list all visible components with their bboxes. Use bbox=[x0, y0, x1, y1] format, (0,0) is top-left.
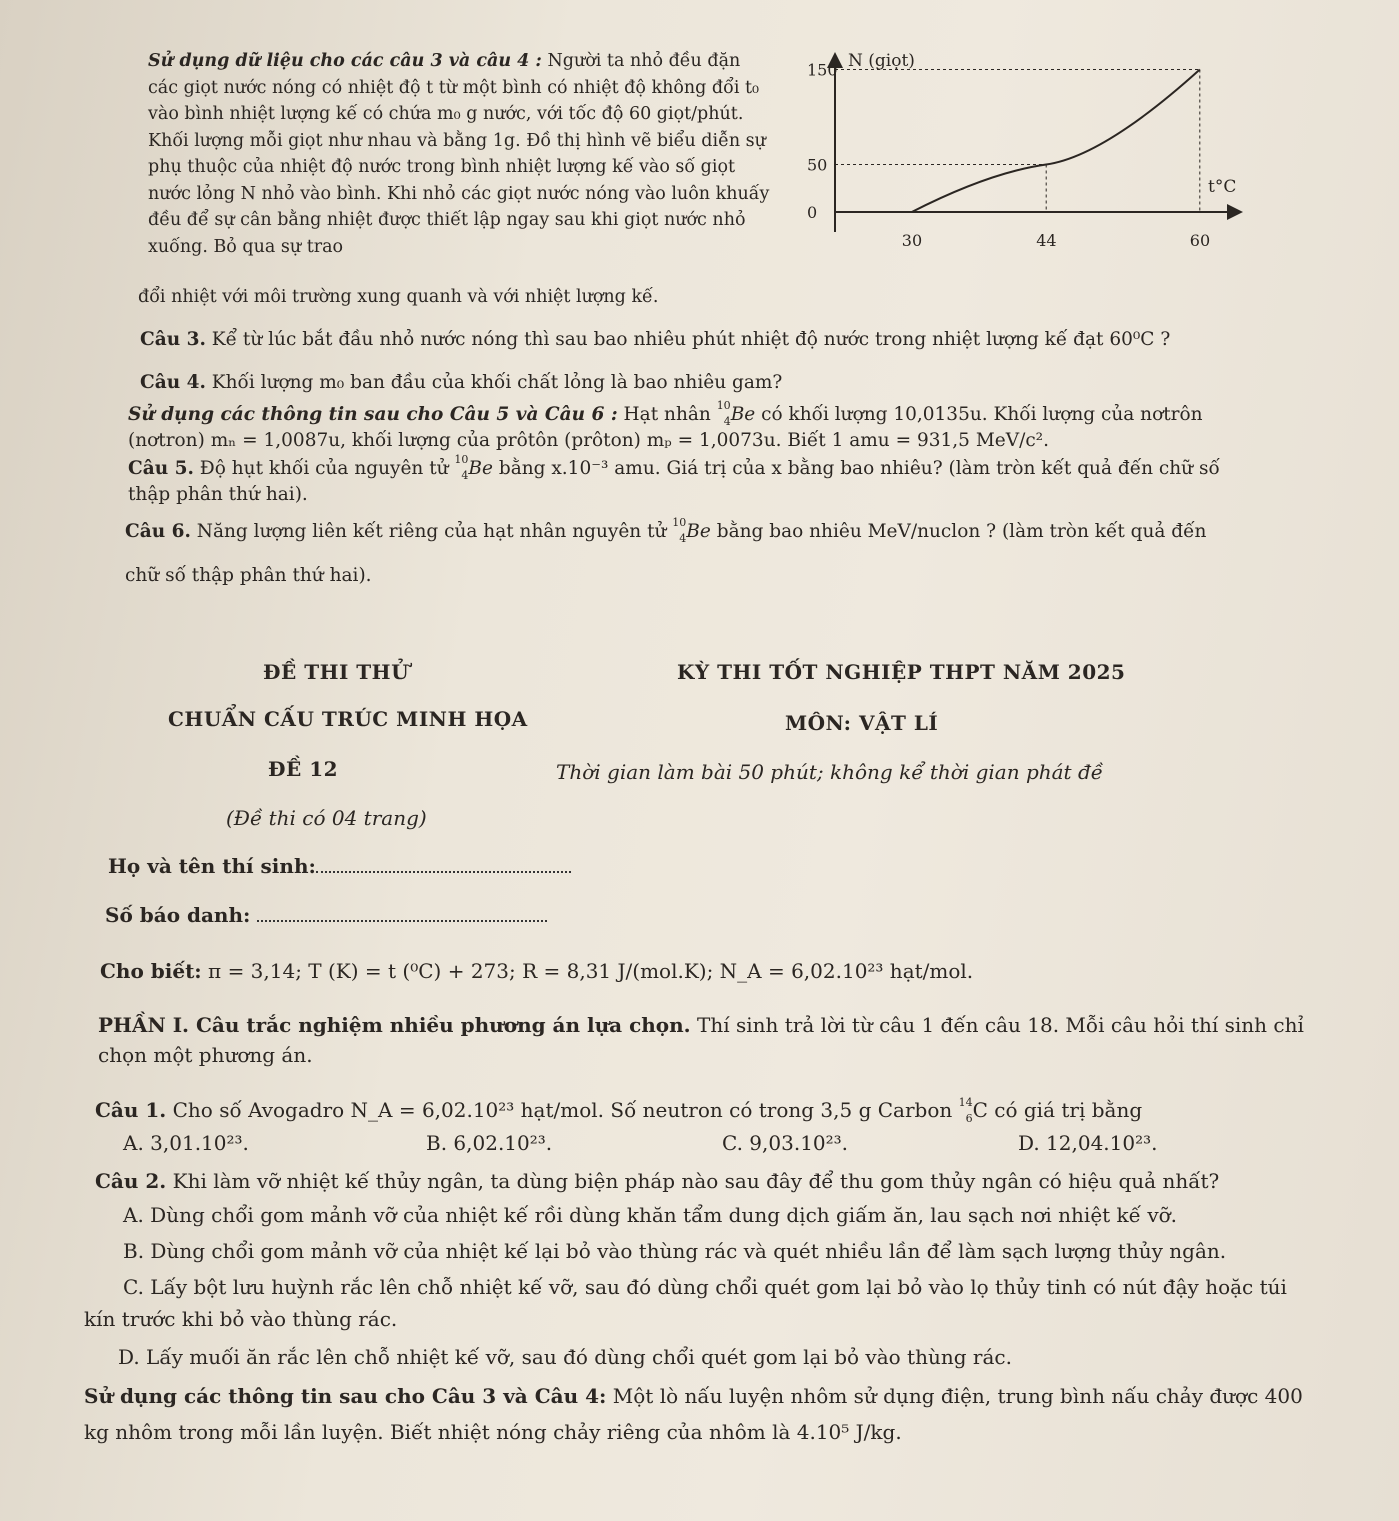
header-exam-type: ĐỀ THI THỬ bbox=[263, 660, 410, 684]
intro-paragraph bbox=[148, 48, 773, 260]
q6-label: Câu 6. bbox=[125, 521, 191, 542]
be-nuclide-prefix: 10 4 bbox=[716, 399, 731, 428]
student-id-row bbox=[105, 902, 547, 928]
header-exam-title: KỲ THI TỐT NGHIỆP THPT NĂM 2025 bbox=[677, 660, 1126, 684]
question-c2: Câu 2. Khi làm vỡ nhiệt kế thủy ngân, ta dùng biện pháp nào sau đây để thu gom thủy ngân có hiệu quả nhất? bbox=[95, 1169, 1220, 1193]
c2-option-c[interactable]: C. Lấy bột lưu huỳnh rắc lên chỗ nhiệt kế vỡ, sau đó dùng chổi quét gom lại bỏ vào lọ thủy tinh có nút đậy hoặc túi bbox=[123, 1275, 1287, 1299]
c1-option-a[interactable]: A. 3,01.10²³. bbox=[123, 1131, 249, 1155]
use-q5-q6 bbox=[128, 399, 1368, 454]
use56-lead: Sử dụng các thông tin sau cho Câu 5 và Câu 6 : bbox=[128, 404, 618, 425]
y-tick-0: 0 bbox=[807, 203, 818, 222]
intro-lead: Sử dụng dữ liệu cho các câu 3 và câu 4 : bbox=[148, 51, 542, 71]
question-5: Câu 5. Độ hụt khối của nguyên tử 10 4 Be bằng x.10⁻³ amu. Giá trị của x bằng bao nhiêu? (làm tròn kết quả đến chữ số thập phân thứ hai). bbox=[128, 453, 1220, 505]
use56-line2: (nơtron) mₙ = 1,0087u, khối lượng của prôtôn (prôton) mₚ = 1,0073u. Biết 1 amu = 931,5 MeV/c². bbox=[128, 430, 1049, 451]
part-1-instructions: PHẦN I. Câu trắc nghiệm nhiều phương án lựa chọn. Thí sinh trả lời từ câu 1 đến câu 18. Mỗi câu hỏi thí sinh chỉ chọn một phương án. bbox=[98, 1013, 1304, 1067]
c2-label: Câu 2. bbox=[95, 1169, 167, 1193]
header-duration: Thời gian làm bài 50 phút; không kể thời gian phát đề bbox=[556, 760, 1104, 784]
x-tick-60: 60 bbox=[1189, 231, 1211, 250]
x-tick-30: 30 bbox=[901, 231, 923, 250]
chart-curve bbox=[912, 70, 1200, 213]
c2-option-d[interactable]: D. Lấy muối ăn rắc lên chỗ nhiệt kế vỡ, sau đó dùng chổi quét gom lại bỏ vào thùng rác. bbox=[118, 1345, 1012, 1369]
question-3 bbox=[140, 327, 1360, 353]
x-tick-44: 44 bbox=[1036, 231, 1057, 250]
c1-label: Câu 1. bbox=[95, 1098, 167, 1122]
q4-text: Khối lượng m₀ ban đầu của khối chất lỏng là bao nhiêu gam? bbox=[205, 372, 783, 393]
student-name-row bbox=[108, 853, 571, 879]
given-text: π = 3,14; T (K) = t (⁰C) + 273; R = 8,31 J/(mol.K); N_A = 6,02.10²³ hạt/mol. bbox=[201, 959, 974, 983]
intro-paragraph-end: đổi nhiệt với môi trường xung quanh và với nhiệt lượng kế. bbox=[138, 287, 659, 307]
question-4 bbox=[140, 370, 1360, 396]
be-symbol: Be bbox=[730, 404, 756, 425]
header-structure: CHUẨN CẤU TRÚC MINH HỌA bbox=[168, 707, 528, 731]
use56-t1: Hạt nhân bbox=[617, 404, 717, 425]
c2-option-b[interactable]: B. Dùng chổi gom mảnh vỡ của nhiệt kế lại bỏ vào thùng rác và quét nhiều lần để làm sạch lượng thủy ngân. bbox=[123, 1239, 1227, 1263]
intro-text: Người ta nhỏ đều đặn các giọt nước nóng có nhiệt độ t từ một bình có nhiệt độ không đổi t₀ vào bình nhiệt lượng kế có chứa m₀ g nước, với tốc độ 60 giọt/phút. Khối lượng mỗi giọt như nhau và bằng 1g. Đồ thị hình vẽ biểu diễn sự phụ thuộc của nhiệt độ nước trong bình nhiệt lượng kế vào số giọt nước lỏng N nhỏ vào bình. Khi nhỏ các giọt nước nóng vào luôn khuấy đều để sự cân bằng nhiệt được thiết lập ngay sau khi giọt nước nhỏ xuống. Bỏ qua sự trao bbox=[148, 51, 770, 257]
chart-ticks bbox=[807, 61, 1210, 251]
student-name-blank bbox=[316, 857, 571, 873]
c1-option-b[interactable]: B. 6,02.10²³. bbox=[426, 1131, 553, 1155]
y-tick-50: 50 bbox=[807, 155, 828, 175]
c1-option-c[interactable]: C. 9,03.10²³. bbox=[722, 1131, 849, 1155]
c1-option-d[interactable]: D. 12,04.10²³. bbox=[1018, 1131, 1158, 1155]
c-nuclide-prefix: 14 6 bbox=[958, 1096, 973, 1125]
given-constants bbox=[100, 958, 973, 984]
c2-option-a[interactable]: A. Dùng chổi gom mảnh vỡ của nhiệt kế rồi dùng khăn tẩm dung dịch giấm ăn, lau sạch nơi nhiệt kế vỡ. bbox=[123, 1203, 1178, 1227]
use34-lead: Sử dụng các thông tin sau cho Câu 3 và Câu 4: bbox=[84, 1384, 607, 1408]
q4-label: Câu 4. bbox=[140, 372, 206, 393]
y-axis-label: N (giọt) bbox=[848, 51, 915, 71]
q5-line2: thập phân thứ hai). bbox=[128, 484, 308, 505]
question-6: Câu 6. Năng lượng liên kết riêng của hạt nhân nguyên tử 10 4 Be bằng bao nhiêu MeV/nuclon ? (làm tròn kết quả đến chữ số thập phân thứ hai). bbox=[125, 516, 1207, 586]
student-name-label: Họ và tên thí sinh: bbox=[108, 854, 316, 878]
given-label: Cho biết: bbox=[100, 959, 202, 983]
q3-text: Kể từ lúc bắt đầu nhỏ nước nóng thì sau bao nhiêu phút nhiệt độ nước trong nhiệt lượng kế đạt 60⁰C ? bbox=[205, 329, 1171, 350]
c2-option-c-cont: kín trước khi bỏ vào thùng rác. bbox=[84, 1307, 398, 1331]
question-c1: Câu 1. Cho số Avogadro N_A = 6,02.10²³ hạt/mol. Số neutron có trong 3,5 g Carbon 14 6 C có giá trị bằng bbox=[95, 1096, 1143, 1125]
header-pages: (Đề thi có 04 trang) bbox=[226, 806, 427, 830]
use56-t2: có khối lượng 10,0135u. Khối lượng của nơtrôn bbox=[755, 404, 1203, 425]
use-q3-q4: Sử dụng các thông tin sau cho Câu 3 và Câu 4: Một lò nấu luyện nhôm sử dụng điện, trung bình nấu chảy được 400 kg nhôm trong mỗi lần luyện. Biết nhiệt nóng chảy riêng của nhôm là 4.10⁵ J/kg. bbox=[84, 1384, 1303, 1444]
q5-label: Câu 5. bbox=[128, 458, 194, 479]
part1-label: PHẦN I. Câu trắc nghiệm nhiều phương án lựa chọn. bbox=[98, 1013, 691, 1037]
header-exam-number: ĐỀ 12 bbox=[268, 757, 339, 781]
q6-line2: chữ số thập phân thứ hai). bbox=[125, 565, 372, 586]
student-id-blank bbox=[257, 906, 547, 922]
temperature-chart bbox=[780, 40, 1260, 270]
student-id-label: Số báo danh: bbox=[105, 903, 251, 927]
y-tick-150: 150 bbox=[807, 60, 838, 80]
header-subject: MÔN: VẬT LÍ bbox=[785, 711, 939, 735]
q3-label: Câu 3. bbox=[140, 329, 206, 350]
x-axis-label: t°C bbox=[1208, 177, 1237, 197]
